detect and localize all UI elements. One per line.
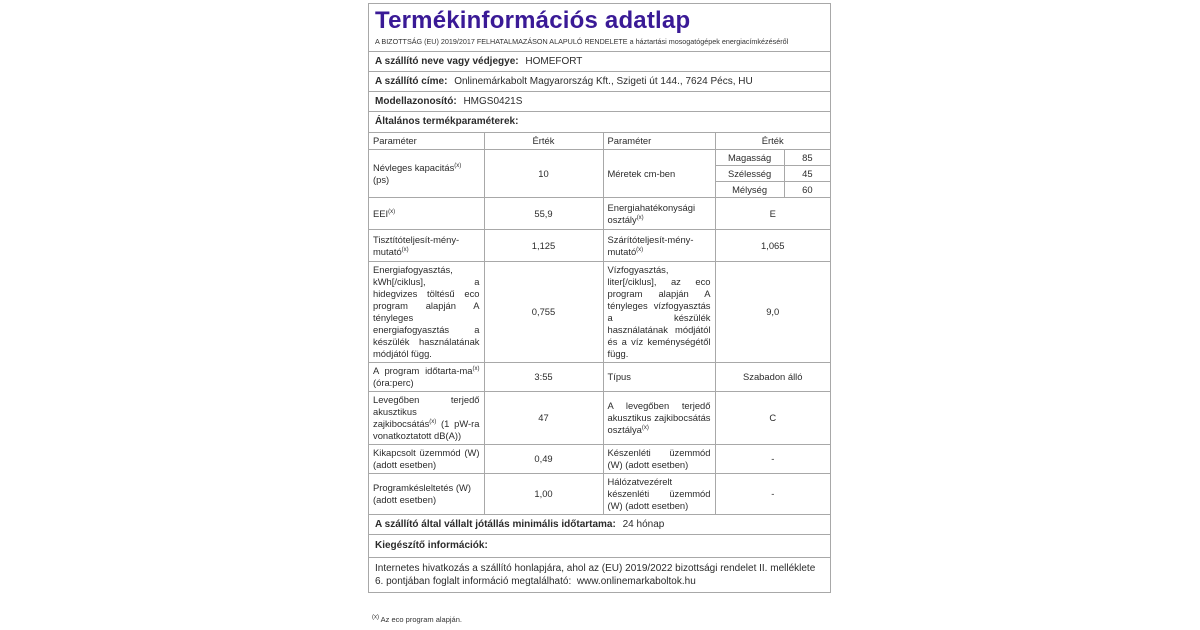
supplier-address-row — [369, 71, 830, 91]
dim-label: Mélység — [716, 182, 785, 198]
param-label: Szárítóteljesít-mény-mutató — [607, 233, 694, 257]
supplier-name-label: A szállító neve vagy védjegye: — [375, 56, 519, 67]
value-energy-class: E — [715, 198, 830, 230]
value-cleaning-index: 1,125 — [484, 230, 603, 262]
params-table — [369, 132, 830, 515]
value-drying-index: 1,065 — [715, 230, 830, 262]
footnote-mark: (x) — [372, 614, 379, 621]
table-row — [369, 363, 830, 392]
dim-value: 85 — [784, 150, 830, 166]
dim-value: 45 — [784, 166, 830, 182]
warranty-row — [369, 515, 830, 534]
value-delay-start: 1,00 — [484, 474, 603, 515]
warranty-value: 24 hónap — [622, 519, 665, 530]
param-label: A program időtarta-ma — [373, 365, 473, 376]
additional-info-row — [369, 557, 830, 592]
dim-row-depth — [716, 182, 831, 198]
footnote-mark: (x) — [641, 424, 649, 431]
header-param-1: Paraméter — [369, 133, 484, 150]
additional-info-text: Internetes hivatkozás a szállító honlapjára, ahol az (EU) 2019/2022 bizottsági rendelet II. melléklete 6. pontjában foglalt információ megtalálható: — [375, 563, 816, 587]
header-param-2: Paraméter — [603, 133, 715, 150]
dim-value: 60 — [784, 182, 830, 198]
table-header-row — [369, 133, 830, 150]
param-label: Energiahatékonysági osztály — [607, 201, 696, 225]
supplier-address-value: Onlinemárkabolt Magyarország Kft., Szigeti út 144., 7624 Pécs, HU — [454, 76, 753, 87]
value-noise-class: C — [715, 392, 830, 445]
model-row — [369, 91, 830, 111]
footnote-mark: (x) — [388, 208, 396, 215]
value-energy-consumption: 0,755 — [484, 262, 603, 363]
dim-label: Szélesség — [716, 166, 785, 182]
product-info-sheet — [368, 3, 831, 593]
table-row — [369, 474, 830, 515]
param-label: Tisztítóteljesít-mény-mutató — [373, 233, 460, 257]
param-energy-class — [603, 198, 715, 230]
footnote-text: Az eco program alapján. — [380, 615, 462, 624]
supplier-address-label: A szállító címe: — [375, 76, 448, 87]
param-noise-class — [603, 392, 715, 445]
footnote-mark: (x) — [429, 418, 437, 425]
param-label: EEI — [373, 207, 389, 219]
dimensions-table — [716, 150, 831, 197]
additional-info-heading — [369, 534, 830, 557]
value-water-consumption: 9,0 — [715, 262, 830, 363]
param-type: Típus — [603, 363, 715, 392]
supplier-name-value: HOMEFORT — [525, 56, 583, 67]
dimensions-cell — [715, 150, 830, 198]
page-title: Termékinformációs adatlap — [375, 7, 691, 34]
footnote-mark: (x) — [454, 162, 462, 169]
param-water-consumption: Vízfogyasztás, liter[/ciklus], az eco program alapján A tényleges vízfogyasztás a készülék használatának módjától és a víz keménységétől függ. — [603, 262, 715, 363]
footnote-mark: (x) — [472, 365, 480, 372]
header-value-1: Érték — [484, 133, 603, 150]
param-label: Névleges kapacitás — [373, 161, 455, 173]
param-eei — [369, 198, 484, 230]
model-value: HMGS0421S — [463, 96, 523, 107]
general-params-title: Általános termékparaméterek: — [375, 116, 519, 127]
value-eei: 55,9 — [484, 198, 603, 230]
param-capacity — [369, 150, 484, 198]
header-value-2: Érték — [715, 133, 830, 150]
value-off-mode: 0,49 — [484, 445, 603, 474]
param-energy-consumption: Energiafogyasztás, kWh[/ciklus], a hidegvizes töltésű eco program alapján A tényleges energiafogyasztás a készülék használatának módjától függ. — [369, 262, 484, 363]
value-networked-standby: - — [715, 474, 830, 515]
regulation-subtitle: A BIZOTTSÁG (EU) 2019/2017 FELHATALMAZÁSON ALAPULÓ RENDELETE a háztartási mosogatógépek energiacímkézéséről — [375, 37, 789, 46]
param-unit: (óra:perc) — [373, 377, 414, 388]
general-params-heading — [369, 111, 830, 132]
param-label: A levegőben terjedő akusztikus zajkibocsátás osztálya — [607, 400, 711, 435]
param-program-duration — [369, 363, 484, 392]
value-program-duration: 3:55 — [484, 363, 603, 392]
supplier-name-row — [369, 51, 830, 71]
param-dimensions: Méretek cm-ben — [603, 150, 715, 198]
table-row — [369, 262, 830, 363]
param-unit: (ps) — [373, 173, 390, 185]
value-standby-mode: - — [715, 445, 830, 474]
table-row — [369, 150, 830, 198]
param-delay-start: Programkésleltetés (W) (adott esetben) — [369, 474, 484, 515]
dim-row-height — [716, 150, 831, 166]
table-row — [369, 230, 830, 262]
value-noise-emission: 47 — [484, 392, 603, 445]
table-row — [369, 392, 830, 445]
footnote-mark: (x) — [636, 214, 644, 221]
footnote-mark: (x) — [636, 246, 644, 253]
value-capacity: 10 — [484, 150, 603, 198]
param-standby-mode: Készenléti üzemmód (W) (adott esetben) — [603, 445, 715, 474]
param-cleaning-index — [369, 230, 484, 262]
warranty-label: A szállító által vállalt jótállás minimális időtartama: — [375, 519, 616, 530]
supplier-website-link[interactable]: www.onlinemarkaboltok.hu — [576, 576, 696, 587]
model-label: Modellazonosító: — [375, 96, 457, 107]
footnote — [372, 615, 462, 624]
param-networked-standby: Hálózatvezérelt készenléti üzemmód (W) (adott esetben) — [603, 474, 715, 515]
table-row — [369, 198, 830, 230]
param-unit: (1 pW-ra vonatkoztatott dB(A)) — [373, 418, 480, 441]
param-noise-emission — [369, 392, 484, 445]
param-drying-index — [603, 230, 715, 262]
value-type: Szabadon álló — [715, 363, 830, 392]
footnote-mark: (x) — [401, 246, 409, 253]
param-off-mode: Kikapcsolt üzemmód (W) (adott esetben) — [369, 445, 484, 474]
dim-row-width — [716, 166, 831, 182]
dim-label: Magasság — [716, 150, 785, 166]
table-row — [369, 445, 830, 474]
additional-info-title: Kiegészítő információk: — [375, 540, 488, 551]
param-label: Levegőben terjedő akusztikus zajkibocsátás — [373, 394, 480, 429]
